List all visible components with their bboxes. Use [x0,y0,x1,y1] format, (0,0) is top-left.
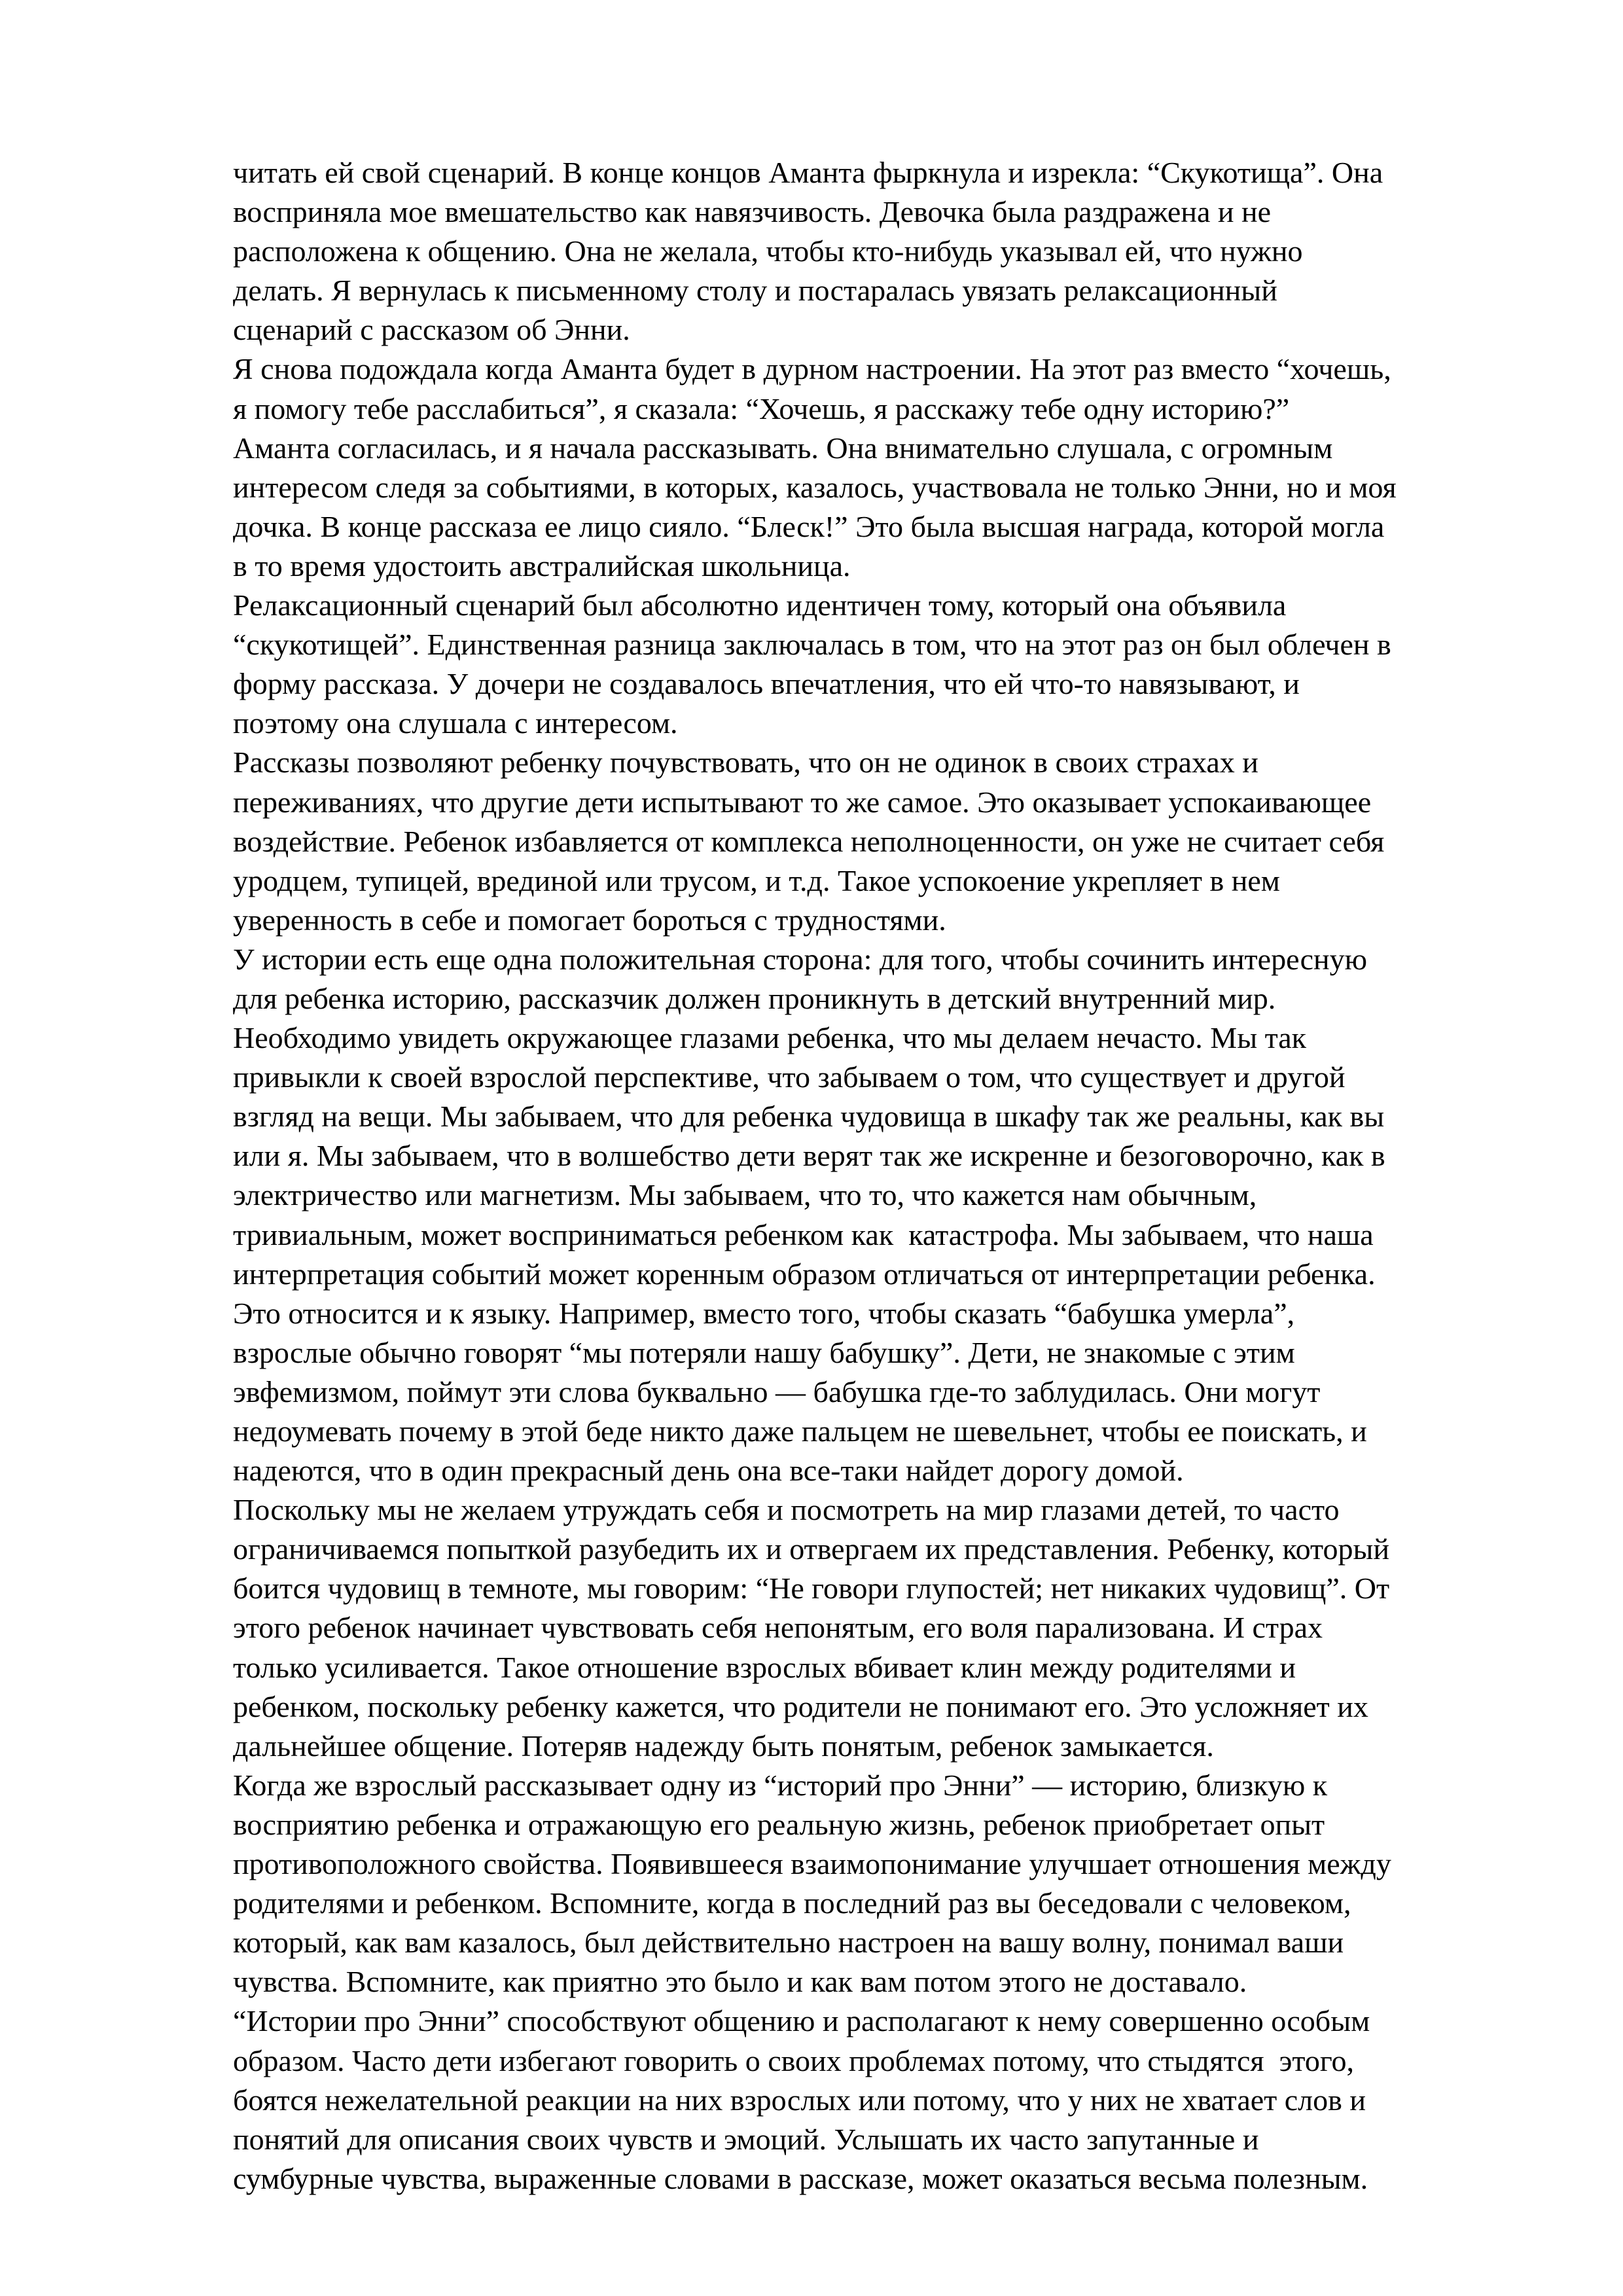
text-line: противоположного свойства. Появившееся взаимопонимание улучшает отношения между [233,1847,1391,1881]
text-line: тривиальным, может восприниматься ребенком как катастрофа. Мы забываем, что наша [233,1217,1374,1251]
text-line: для ребенка историю, рассказчик должен проникнуть в детский внутренний мир. [233,981,1276,1015]
text-line: воздействие. Ребенок избавляется от комплекса неполноценности, он уже не считает себя [233,824,1385,858]
text-line: У истории есть еще одна положительная сторона: для того, чтобы сочинить интересную [233,942,1368,976]
text-line: привыкли к своей взрослой перспективе, что забываем о том, что существует и другой [233,1060,1346,1094]
text-line: в то время удостоить австралийская школьница. [233,548,851,583]
text-line: интерпретация событий может коренным образом отличаться от интерпретации ребенка. [233,1257,1376,1291]
text-line: взгляд на вещи. Мы забываем, что для ребенка чудовища в шкафу так же реальны, как вы [233,1100,1385,1134]
text-line: уверенность в себе и помогает бороться с трудностями. [233,903,946,937]
text-line: электричество или магнетизм. Мы забываем, что то, что кажется нам обычным, [233,1178,1257,1212]
text-line: “скукотищей”. Единственная разница заключалась в том, что на этот раз он был облечен в [233,628,1391,662]
text-line: уродцем, тупицей, врединой или трусом, и т.д. Такое успокоение укрепляет в нем [233,863,1280,897]
text-line: расположена к общению. Она не желала, чтобы кто-нибудь указывал ей, что нужно [233,234,1303,268]
text-line: только усиливается. Такое отношение взрослых вбивает клин между родителями и [233,1650,1296,1684]
text-line: восприняла мое вмешательство как навязчивость. Девочка была раздражена и не [233,195,1272,229]
text-line: восприятию ребенка и отражающую его реальную жизнь, ребенок приобретает опыт [233,1807,1325,1841]
text-line: эвфемизмом, поймут эти слова буквально — бабушка где-то заблудилась. Они могут [233,1374,1321,1408]
text-line: чувства. Вспомните, как приятно это было и как вам потом этого не доставало. [233,1965,1247,1999]
text-line: боится чудовищ в темноте, мы говорим: “Не говори глупостей; нет никаких чудовищ”. От [233,1571,1390,1605]
text-line: Необходимо увидеть окружающее глазами ребенка, что мы делаем нечасто. Мы так [233,1021,1307,1055]
text-line: Я снова подождала когда Аманта будет в дурном настроении. На этот раз вместо “хочешь, [233,352,1391,386]
text-line: Рассказы позволяют ребенку почувствовать, что он не одинок в своих страхах и [233,745,1258,780]
text-line: Это относится и к языку. Например, вместо того, чтобы сказать “бабушка умерла”, [233,1296,1295,1330]
text-line: читать ей свой сценарий. В конце концов Аманта фыркнула и изрекла: “Скукотища”. Она [233,156,1383,189]
text-line: сценарий с рассказом об Энни. [233,313,630,347]
text-line: этого ребенок начинает чувствовать себя непонятым, его воля парализована. И страх [233,1611,1323,1645]
text-line: делать. Я вернулась к письменному столу и постаралась увязать релаксационный [233,274,1277,308]
text-line: образом. Часто дети избегают говорить о своих проблемах потому, что стыдятся этого, [233,2043,1355,2077]
text-line: переживаниях, что другие дети испытывают то же самое. Это оказывает успокаивающее [233,785,1372,819]
body-text [233,153,1561,2198]
text-line: ребенком, поскольку ребенку кажется, что родители не понимают его. Это усложняет их [233,1689,1368,1723]
text-line: Поскольку мы не желаем утруждать себя и посмотреть на мир глазами детей, то часто [233,1493,1340,1527]
text-line: интересом следя за событиями, в которых, казалось, участвовала не только Энни, но и моя [233,470,1397,504]
text-line: Аманта согласилась, и я начала рассказывать. Она внимательно слушала, с огромным [233,431,1333,465]
text-line: дочка. В конце рассказа ее лицо сияло. “Блеск!” Это была высшая награда, которой могла [233,509,1385,543]
text-line: поэтому она слушала с интересом. [233,706,678,740]
text-line: взрослые обычно говорят “мы потеряли нашу бабушку”. Дети, не знакомые с этим [233,1335,1295,1369]
text-line: ограничиваемся попыткой разубедить их и отвергаем их представления. Ребенку, который [233,1532,1389,1566]
text-line: Когда же взрослый рассказывает одну из “историй про Энни” — историю, близкую к [233,1768,1328,1802]
text-line: родителями и ребенком. Вспомните, когда в последний раз вы беседовали с человеком, [233,1886,1351,1920]
text-line: который, как вам казалось, был действительно настроен на вашу волну, понимал ваши [233,1926,1344,1960]
text-line: недоумевать почему в этой беде никто даже пальцем не шевельнет, чтобы ее поискать, и [233,1414,1367,1448]
text-line: дальнейшее общение. Потеряв надежду быть понятым, ребенок замыкается. [233,1729,1214,1763]
text-line: форму рассказа. У дочери не создавалось впечатления, что ей что-то навязывают, и [233,667,1300,701]
text-line: надеются, что в один прекрасный день она все-таки найдет дорогу домой. [233,1454,1184,1488]
text-line: “Истории про Энни” способствуют общению и располагают к нему совершенно особым [233,2004,1370,2038]
text-line: сумбурные чувства, выраженные словами в рассказе, может оказаться весьма полезным. [233,2161,1368,2195]
text-line: Релаксационный сценарий был абсолютно идентичен тому, который она объявила [233,588,1287,622]
text-line: или я. Мы забываем, что в волшебство дети верят так же искренне и безоговорочно, как в [233,1139,1385,1173]
text-line: боятся нежелательной реакции на них взрослых или потому, что у них не хватает слов и [233,2083,1366,2117]
text-line: я помогу тебе расслабиться”, я сказала: “Хочешь, я расскажу тебе одну историю?” [233,391,1290,425]
text-line: понятий для описания своих чувств и эмоций. Услышать их часто запутанные и [233,2122,1259,2156]
